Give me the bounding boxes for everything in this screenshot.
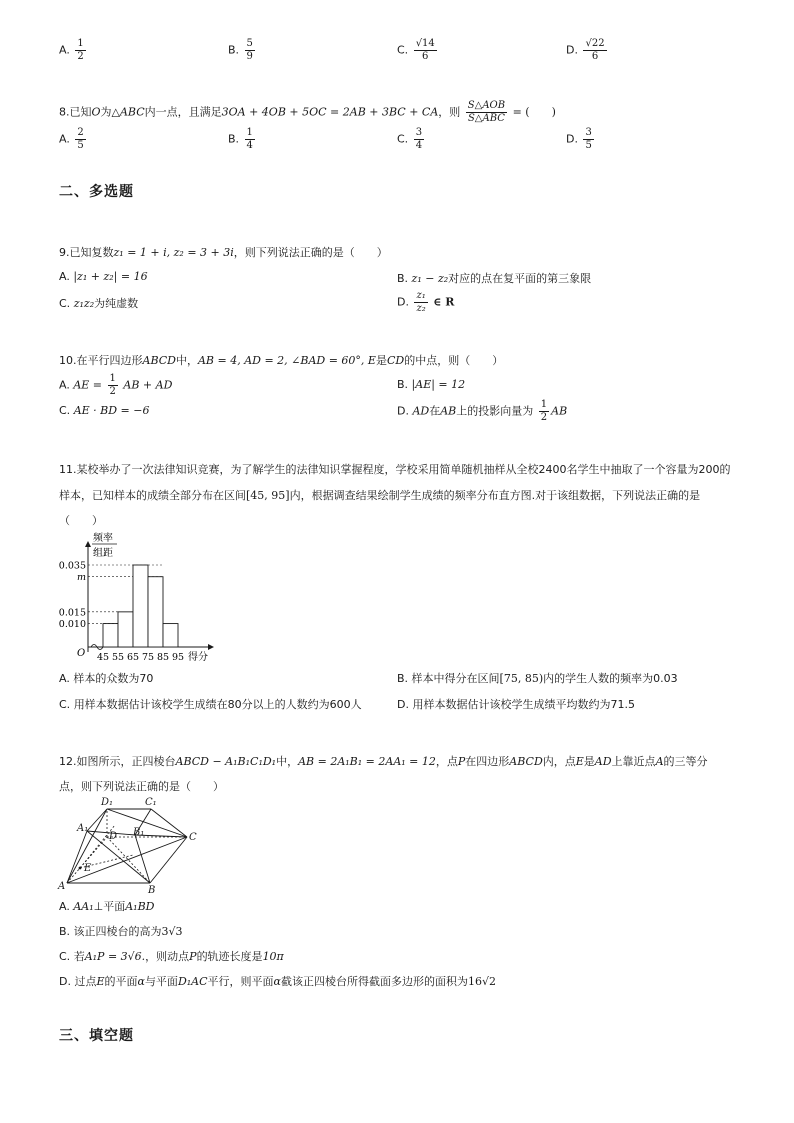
label-A: A bbox=[58, 881, 66, 892]
q9-option-a: A. |z₁ + z₂| = 16 bbox=[59, 270, 148, 283]
q9-option-c: C. z₁z₂为纯虚数 bbox=[59, 297, 139, 310]
q7-option-c: C. $\frac{√14}{6}$ bbox=[397, 38, 435, 62]
q9-option-b: B. z₁ − z₂对应的点在复平面的第三象限 bbox=[397, 272, 592, 285]
q8-stem: 8.已知O为△ABC内一点，且满足3OA + 4OB + 5OC = 2AB + 3BC + CA，则 $\frac{\text{S△AOB}}{\text{S△ABC}}$ = ( ) bbox=[59, 100, 556, 124]
section-heading-multi-choice: 二、多选题 bbox=[59, 184, 134, 200]
histogram-bar-45-55 bbox=[103, 624, 118, 647]
q7-option-a: A. $\frac{1}{2}$ bbox=[59, 38, 84, 62]
q12-option-d: D. 过点E的平面α与平面D₁AC平行，则平面α截该正四棱台所得截面多边形的面积为16√2 bbox=[59, 975, 496, 988]
q11-stem-line3: （ ） bbox=[59, 514, 103, 527]
x-tick-label: 45 bbox=[96, 652, 110, 663]
x-tick-label: 95 bbox=[171, 652, 185, 663]
label-A1: A₁ bbox=[77, 823, 89, 834]
q11-option-d: D. 用样本数据估计该校学生成绩平均数约为71.5 bbox=[397, 698, 635, 711]
histogram-bar-65-75 bbox=[133, 565, 148, 647]
chart-xlabel: 得分 bbox=[188, 652, 208, 663]
q10-option-c: C. AE · BD = −6 bbox=[59, 404, 150, 417]
label-B: B bbox=[148, 885, 156, 895]
histogram-bar-85-95 bbox=[163, 624, 178, 647]
q10-option-d: D. AD在AB上的投影向量为 $\frac{1}{2}$ AB bbox=[397, 399, 568, 423]
y-tick-label: 0.035 bbox=[58, 560, 86, 572]
label-C: C bbox=[189, 832, 197, 843]
q8-option-d: D. $\frac{3}{5}$ bbox=[566, 127, 592, 151]
q7-option-b: B. $\frac{5}{9}$ bbox=[228, 38, 253, 62]
q7-option-d: D. $\frac{√22}{6}$ bbox=[566, 38, 605, 62]
q11-stem-line1: 11.某校举办了一次法律知识竞赛，为了解学生的法律知识掌握程度，学校采用简单随机抽样从全校2400名学生中抽取了一个容量为200的 bbox=[59, 463, 731, 476]
q11-option-c: C. 用样本数据估计该校学生成绩在80分以上的人数约为600人 bbox=[59, 698, 362, 711]
q11-option-a: A. 样本的众数为70 bbox=[59, 672, 154, 685]
x-tick-label: 75 bbox=[141, 652, 155, 663]
histogram-bar-55-65 bbox=[118, 612, 133, 647]
q12-option-c: C. 若A₁P = 3√6.，则动点P的轨迹长度是10π bbox=[59, 950, 284, 963]
q12-option-a: A. AA₁⊥平面A₁BD bbox=[59, 900, 155, 913]
label-E: E bbox=[84, 863, 92, 874]
chart-origin: O bbox=[77, 648, 86, 659]
q10-stem: 10.在平行四边形ABCD中，AB = 4, AD = 2, ∠BAD = 60°, E是CD的中点，则（ ） bbox=[59, 354, 504, 367]
q12-stem-line1: 12.如图所示，正四棱台ABCD − A₁B₁C₁D₁中，AB = 2A₁B₁ = 2AA₁ = 12，点P在四边形ABCD内，点E是AD上靠近点A的三等分 bbox=[59, 755, 708, 768]
label-C1: C₁ bbox=[145, 797, 157, 808]
histogram-bar-75-85 bbox=[148, 577, 163, 647]
q8-option-b: B. $\frac{1}{4}$ bbox=[228, 127, 253, 151]
section-heading-fill-in: 三、填空题 bbox=[59, 1028, 134, 1044]
q12-stem-line2: 点，则下列说法正确的是（ ） bbox=[59, 780, 224, 793]
label-D1: D₁ bbox=[101, 797, 114, 808]
frustum-figure bbox=[55, 795, 205, 895]
chart-ylabel-bottom: 组距 bbox=[93, 548, 113, 559]
label-B1: B₁ bbox=[133, 827, 145, 838]
q11-stem-line2: 样本，已知样本的成绩全部分布在区间[45, 95]内，根据调查结果绘制学生成绩的频率分布直方图.对于该组数据，下列说法正确的是 bbox=[59, 489, 701, 502]
x-tick-label: 65 bbox=[126, 652, 140, 663]
x-tick-label: 55 bbox=[111, 652, 125, 663]
label-D: D bbox=[109, 831, 118, 842]
q8-option-a: A. $\frac{2}{5}$ bbox=[59, 127, 84, 151]
q10-option-b: B. |AE| = 12 bbox=[397, 378, 466, 391]
q11-option-b: B. 样本中得分在区间[75, 85)内的学生人数的频率为0.03 bbox=[397, 672, 678, 685]
frequency-histogram bbox=[55, 530, 225, 665]
y-tick-label: m bbox=[76, 572, 86, 584]
y-tick-label: 0.015 bbox=[58, 607, 86, 619]
chart-ylabel-top: 频率 bbox=[93, 533, 113, 544]
y-tick-label: 0.010 bbox=[58, 619, 86, 631]
x-tick-label: 85 bbox=[156, 652, 170, 663]
q12-option-b: B. 该正四棱台的高为3√3 bbox=[59, 925, 183, 938]
q9-option-d: D. $\frac{\text{z₁}}{\text{z₂}}$ ∈ R bbox=[397, 290, 455, 314]
q10-option-a: A. AE = $\frac{1}{2}$ AB + AD bbox=[59, 373, 173, 397]
q8-option-c: C. $\frac{3}{4}$ bbox=[397, 127, 423, 151]
q9-stem: 9.已知复数z₁ = 1 + i, z₂ = 3 + 3i，则下列说法正确的是（ ） bbox=[59, 246, 388, 259]
